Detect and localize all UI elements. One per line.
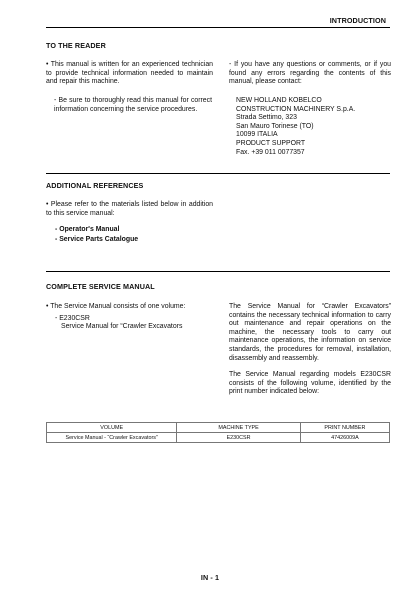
contact-line: San Mauro Torinese (TO) [236,122,314,130]
page-number: IN - 1 [200,573,220,582]
table-header-row [47,423,390,433]
section-title: INTRODUCTION [329,16,386,25]
service-manual-description: Service Manual for “Crawler Excavators [61,323,183,330]
reader-bullet-1: • This manual is written for an experienced technician to provide technical information needed to maintain and repair this machine. [46,61,213,86]
reference-item-operators-manual: - Operator's Manual [55,226,120,233]
volume-table [46,422,390,443]
contact-line: CONSTRUCTION MACHINERY S.p.A. [236,105,356,113]
contact-line: 10099 ITALIA [236,131,278,139]
table-row [47,433,390,443]
service-manual-model: - E230CSR [55,315,90,322]
header-rule [46,27,390,28]
to-the-reader-title: TO THE READER [46,41,106,50]
contact-line: PRODUCT SUPPORT [236,139,306,147]
complete-service-manual-title: COMPLETE SERVICE MANUAL [46,282,155,291]
column-header-machine-type: MACHINE TYPE [177,423,300,433]
contact-address [236,97,396,157]
cell-print-number: 47426009A [300,433,389,443]
contact-fax: Fax. +39 011 0077357 [236,148,305,156]
service-manual-bullet: • The Service Manual consists of one volume: [46,303,186,310]
additional-references-title: ADDITIONAL REFERENCES [46,181,144,190]
references-bullet: • Please refer to the materials listed below in addition to this service manual: [46,201,213,217]
section-divider [46,173,390,174]
contact-line: NEW HOLLAND KOBELCO [236,97,322,104]
service-manual-paragraph-2: The Service Manual regarding models E230CSR consists of the following volume, identified by the print number indicated below: [229,371,391,396]
cell-volume: Service Manual - “Crawler Excavators” [47,433,177,443]
column-header-print-number: PRINT NUMBER [300,423,389,433]
service-manual-paragraph-1: The Service Manual for “Crawler Excavators” contains the necessary technical information to carry out maintenance and repair operations on the machine, the necessary tools to carry out maintenance operations, the information on service standards, the procedures for removal, installation, disassembly and reassembly. [229,303,391,362]
reader-dash-1: - Be sure to thoroughly read this manual for correct information concerning the service procedures. [54,97,212,113]
column-header-volume: VOLUME [47,423,177,433]
reader-dash-2: - If you have any questions or comments, or if you found any errors regarding the contents of this manual, please contact: [229,61,391,86]
section-divider [46,271,390,272]
cell-machine-type: E230CSR [177,433,300,443]
contact-line: Strada Settimo, 323 [236,114,297,122]
reference-item-parts-catalogue: - Service Parts Catalogue [55,236,139,243]
